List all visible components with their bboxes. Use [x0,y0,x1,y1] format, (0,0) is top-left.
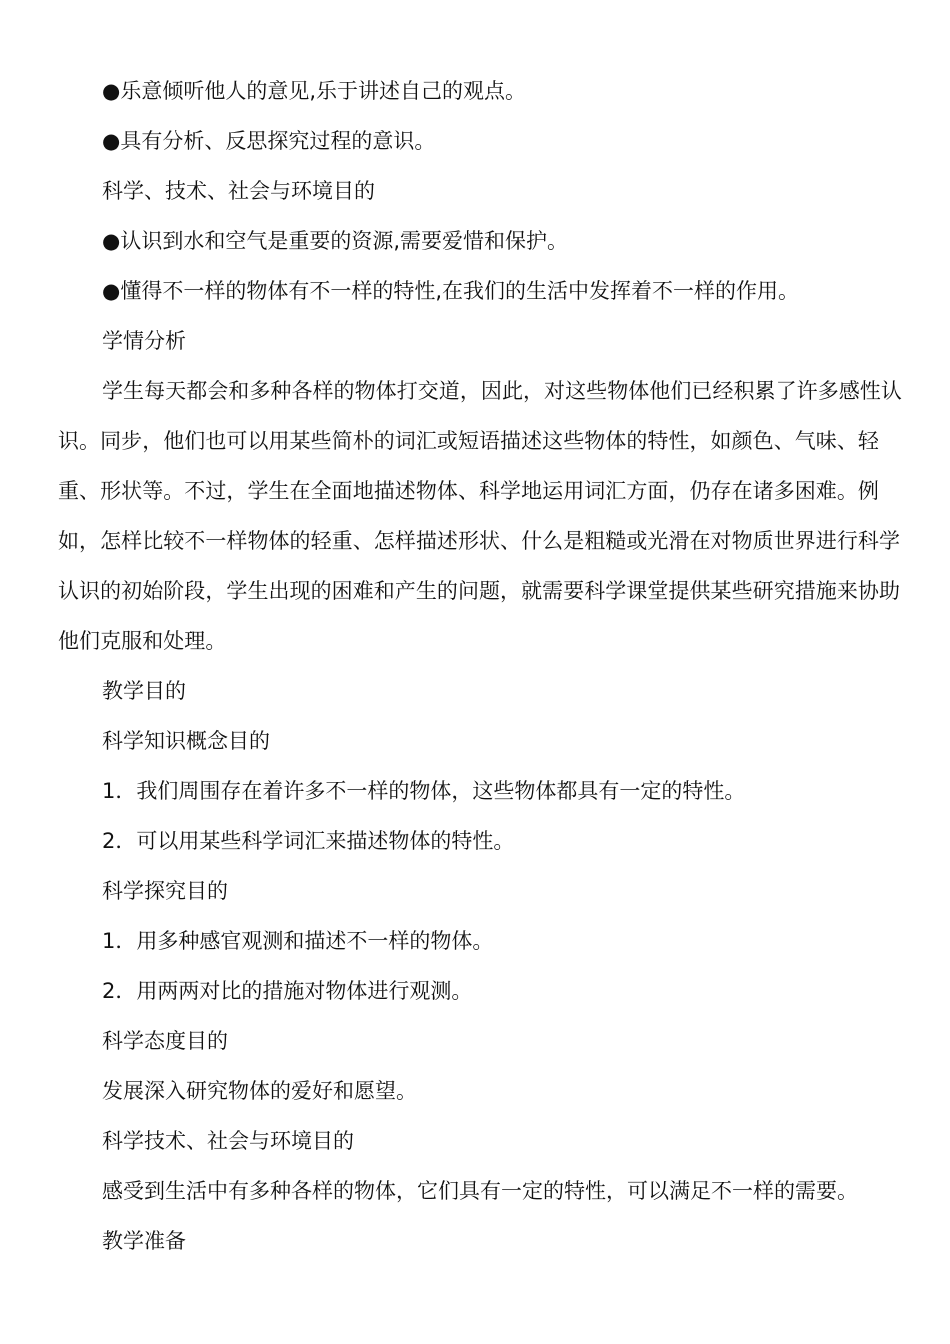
text-line: 感受到生活中有多种各样的物体，它们具有一定的特性，可以满足不一样的需要。 [102,1179,858,1203]
list-item: 1．用多种感官观测和描述不一样的物体。 [102,929,494,953]
section-heading: 科学态度目的 [102,1029,228,1053]
section-heading: 科学、技术、社会与环境目的 [102,179,375,203]
section-heading: 科学知识概念目的 [102,729,270,753]
section-heading: 教学目的 [102,679,186,703]
list-item: 2．可以用某些科学词汇来描述物体的特性。 [102,829,515,853]
text-line: ●认识到水和空气是重要的资源,需要爱惜和保护。 [102,229,568,253]
analysis-paragraph: 学生每天都会和多种各样的物体打交道，因此，对这些物体他们已经积累了许多感性认识。同步，他们也可以用某些简朴的词汇或短语描述这些物体的特性，如颜色、气味、轻重、形状等。不过，学生在全面地描述物体、科学地运用词汇方面，仍存在诸多困难。例如，怎样比较不一样物体的轻重、怎样描述形状、什么是粗糙或光滑在对物质世界进行科学认识的初始阶段，学生出现的困难和产生的问题，就需要科学课堂提供某些研究措施来协助他们克服和处理。 [58,379,902,653]
section-heading: 学情分析 [102,329,186,353]
text-line: ●具有分析、反思探究过程的意识。 [102,129,436,153]
text-line: ●懂得不一样的物体有不一样的特性,在我们的生活中发挥着不一样的作用。 [102,279,799,303]
text-line: ●乐意倾听他人的意见,乐于讲述自己的观点。 [102,79,526,103]
text-line: 发展深入研究物体的爱好和愿望。 [102,1079,417,1103]
list-item: 2．用两两对比的措施对物体进行观测。 [102,979,473,1003]
section-heading: 科学探究目的 [102,879,228,903]
list-item: 1．我们周围存在着许多不一样的物体，这些物体都具有一定的特性。 [102,779,746,803]
section-heading: 教学准备 [102,1229,186,1253]
section-heading: 科学技术、社会与环境目的 [102,1129,354,1153]
